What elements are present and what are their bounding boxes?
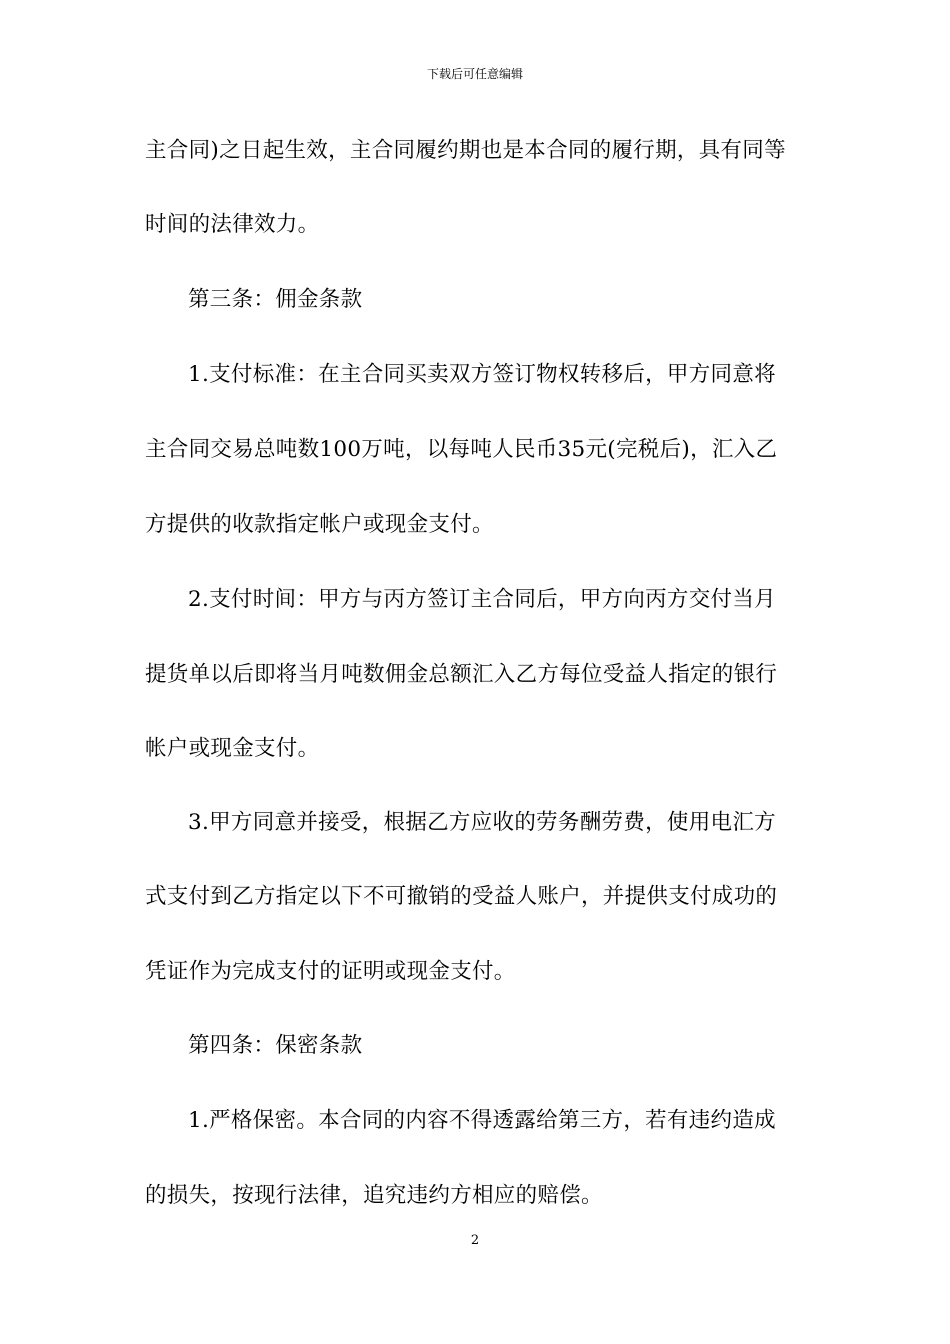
text-line: 方提供的收款指定帐户或现金支付。 xyxy=(145,512,494,537)
section-heading: 第四条：保密条款 xyxy=(188,1033,363,1058)
header-note: 下载后可任意编辑 xyxy=(426,67,523,81)
text-line: 1.支付标准：在主合同买卖双方签订物权转移后，甲方同意将 xyxy=(188,362,776,387)
text-line: 2.支付时间：甲方与丙方签订主合同后，甲方向丙方交付当月 xyxy=(188,587,776,612)
text-line: 时间的法律效力。 xyxy=(145,212,320,237)
text-line: 凭证作为完成支付的证明或现金支付。 xyxy=(145,959,516,984)
text-line: 式支付到乙方指定以下不可撤销的受益人账户，并提供支付成功的 xyxy=(145,884,778,909)
text-line: 的损失，按现行法律，追究违约方相应的赔偿。 xyxy=(145,1183,603,1208)
text-line: 主合同)之日起生效，主合同履约期也是本合同的履行期，具有同等 xyxy=(145,138,786,163)
text-line: 帐户或现金支付。 xyxy=(145,736,320,761)
text-line: 1.严格保密。本合同的内容不得透露给第三方，若有违约造成 xyxy=(188,1108,776,1133)
text-line: 3.甲方同意并接受，根据乙方应收的劳务酬劳费，使用电汇方 xyxy=(188,810,776,835)
page-number: 2 xyxy=(470,1233,480,1248)
text-line: 提货单以后即将当月吨数佣金总额汇入乙方每位受益人指定的银行 xyxy=(145,662,778,687)
text-line: 主合同交易总吨数100万吨，以每吨人民币35元(完税后)，汇入乙 xyxy=(145,437,778,462)
section-heading: 第三条：佣金条款 xyxy=(188,287,363,312)
